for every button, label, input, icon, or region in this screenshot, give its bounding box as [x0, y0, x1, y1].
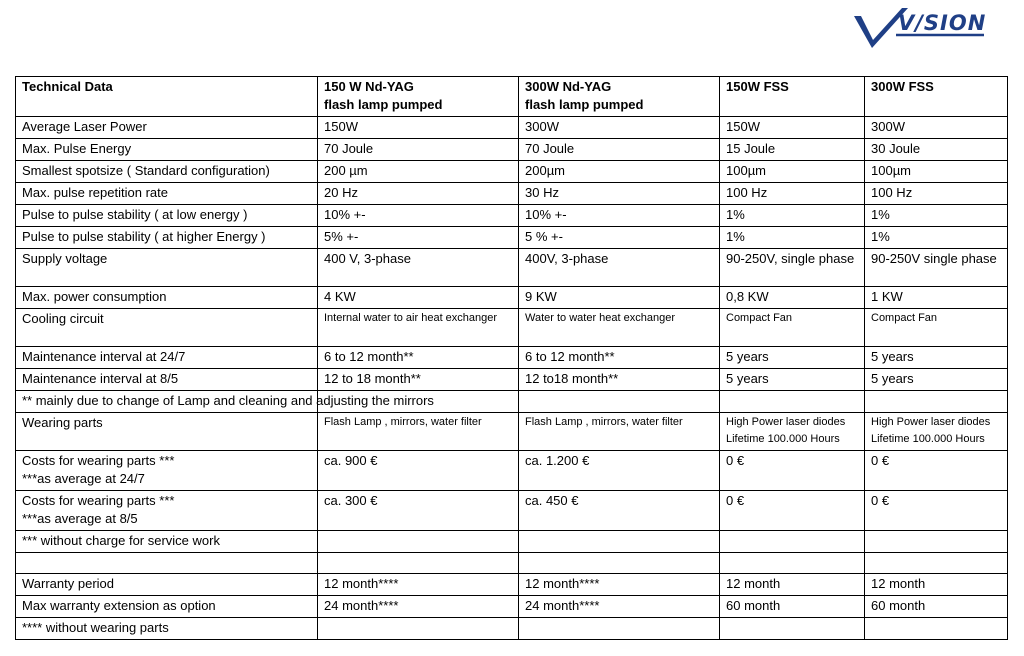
table-row [16, 491, 1008, 531]
table-cell: 70 Joule [519, 139, 720, 161]
table-cell: Compact Fan [720, 309, 865, 347]
table-cell: 150W [720, 117, 865, 139]
table-cell: ca. 300 € [318, 491, 519, 531]
table-row [16, 183, 1008, 205]
table-cell: Water to water heat exchanger [519, 309, 720, 347]
table-cell: 90-250V single phase [865, 249, 1008, 287]
table-row [16, 117, 1008, 139]
table-cell: 6 to 12 month** [519, 347, 720, 369]
table-cell: 300W FSS [865, 77, 1008, 117]
table-cell: 30 Hz [519, 183, 720, 205]
table-cell: 400V, 3-phase [519, 249, 720, 287]
table-cell: 6 to 12 month** [318, 347, 519, 369]
table-cell: ca. 1.200 € [519, 451, 720, 491]
table-cell: Pulse to pulse stability ( at low energy ) [16, 205, 318, 227]
table-cell [720, 531, 865, 553]
table-cell: 300W Nd-YAG flash lamp pumped [519, 77, 720, 117]
table-cell: 12 month [865, 574, 1008, 596]
table-row [16, 531, 1008, 553]
table-row [16, 369, 1008, 391]
table-cell: 24 month**** [318, 596, 519, 618]
table-cell [865, 553, 1008, 574]
technical-data-table [15, 76, 1008, 640]
table-cell: ca. 450 € [519, 491, 720, 531]
table-row [16, 309, 1008, 347]
table-row [16, 205, 1008, 227]
table-cell: ca. 900 € [318, 451, 519, 491]
table-cell: Internal water to air heat exchanger [318, 309, 519, 347]
table-cell: 300W [865, 117, 1008, 139]
table-cell: 5 years [865, 369, 1008, 391]
table-row [16, 618, 1008, 640]
table-cell: 0 € [720, 451, 865, 491]
table-cell: 150W FSS [720, 77, 865, 117]
table-cell [865, 618, 1008, 640]
table-cell: **** without wearing parts [16, 618, 318, 640]
table-row [16, 287, 1008, 309]
table-cell: 1% [865, 205, 1008, 227]
table-cell: 0 € [865, 491, 1008, 531]
table-cell [318, 618, 519, 640]
table-cell [318, 553, 519, 574]
table-cell: Max warranty extension as option [16, 596, 318, 618]
table-row [16, 451, 1008, 491]
table-cell: 100 Hz [865, 183, 1008, 205]
table-header-row [16, 77, 1008, 117]
table-cell [720, 618, 865, 640]
table-cell: 12 to 18 month** [318, 369, 519, 391]
table-cell: 200µm [519, 161, 720, 183]
table-cell: 300W [519, 117, 720, 139]
table-cell: Costs for wearing parts *** ***as average at 24/7 [16, 451, 318, 491]
table-row [16, 553, 1008, 574]
table-row [16, 413, 1008, 451]
table-cell: 5% +- [318, 227, 519, 249]
table-cell: 5 years [720, 369, 865, 391]
table-cell: 12 month**** [318, 574, 519, 596]
table-cell: 4 KW [318, 287, 519, 309]
table-cell: 400 V, 3-phase [318, 249, 519, 287]
table-cell: 100µm [865, 161, 1008, 183]
table-cell [865, 391, 1008, 413]
table-cell: Average Laser Power [16, 117, 318, 139]
table-cell: Costs for wearing parts *** ***as average at 8/5 [16, 491, 318, 531]
table-cell: High Power laser diodes Lifetime 100.000 Hours [865, 413, 1008, 451]
table-cell: Supply voltage [16, 249, 318, 287]
table-cell: 1% [720, 205, 865, 227]
table-cell: *** without charge for service work [16, 531, 318, 553]
table-cell: 10% +- [318, 205, 519, 227]
table-row [16, 161, 1008, 183]
table-cell: 5 % +- [519, 227, 720, 249]
table-row [16, 596, 1008, 618]
table-cell [865, 531, 1008, 553]
table-cell: 0 € [865, 451, 1008, 491]
table-row [16, 139, 1008, 161]
table-cell [519, 618, 720, 640]
table-cell: 12 month**** [519, 574, 720, 596]
table-cell: 1 KW [865, 287, 1008, 309]
table-cell: 1% [865, 227, 1008, 249]
table-row [16, 347, 1008, 369]
table-cell [720, 391, 865, 413]
table-cell [519, 531, 720, 553]
table-cell: 100 Hz [720, 183, 865, 205]
table-cell: Maintenance interval at 24/7 [16, 347, 318, 369]
table-cell: Flash Lamp , mirrors, water filter [318, 413, 519, 451]
table-row [16, 391, 1008, 413]
table-cell: Max. power consumption [16, 287, 318, 309]
table-cell [519, 391, 720, 413]
table-cell: 9 KW [519, 287, 720, 309]
table-cell: ** mainly due to change of Lamp and cleaning and adjusting the mirrors [16, 391, 318, 413]
table-cell [318, 531, 519, 553]
table-cell [519, 553, 720, 574]
table-cell: 30 Joule [865, 139, 1008, 161]
table-cell: 90-250V, single phase [720, 249, 865, 287]
logo-text: V/SION [898, 11, 987, 35]
table-cell: 150 W Nd-YAG flash lamp pumped [318, 77, 519, 117]
table-cell: 60 month [720, 596, 865, 618]
table-cell: 15 Joule [720, 139, 865, 161]
table-cell: High Power laser diodes Lifetime 100.000 Hours [720, 413, 865, 451]
table-cell: Max. pulse repetition rate [16, 183, 318, 205]
table-cell: Pulse to pulse stability ( at higher Energy ) [16, 227, 318, 249]
table-cell: 5 years [865, 347, 1008, 369]
table-cell: Wearing parts [16, 413, 318, 451]
table-cell: 150W [318, 117, 519, 139]
table-cell: Max. Pulse Energy [16, 139, 318, 161]
table-row [16, 574, 1008, 596]
table-cell: 0,8 KW [720, 287, 865, 309]
table-cell: 70 Joule [318, 139, 519, 161]
table-cell: 12 to18 month** [519, 369, 720, 391]
table-cell: 12 month [720, 574, 865, 596]
table-cell: 5 years [720, 347, 865, 369]
table-row [16, 227, 1008, 249]
table-cell: 0 € [720, 491, 865, 531]
table-cell: Cooling circuit [16, 309, 318, 347]
table-cell: Technical Data [16, 77, 318, 117]
table-cell: Smallest spotsize ( Standard configuration) [16, 161, 318, 183]
table-cell [16, 553, 318, 574]
table-cell: Flash Lamp , mirrors, water filter [519, 413, 720, 451]
table-cell: Compact Fan [865, 309, 1008, 347]
table-cell: 1% [720, 227, 865, 249]
table-cell: 200 µm [318, 161, 519, 183]
table-cell: 60 month [865, 596, 1008, 618]
table-row [16, 249, 1008, 287]
table-cell: 10% +- [519, 205, 720, 227]
vision-logo [848, 6, 988, 52]
table-cell: 20 Hz [318, 183, 519, 205]
table-cell [720, 553, 865, 574]
table-cell: Warranty period [16, 574, 318, 596]
table-cell: 24 month**** [519, 596, 720, 618]
table-cell: 100µm [720, 161, 865, 183]
table-cell: Maintenance interval at 8/5 [16, 369, 318, 391]
